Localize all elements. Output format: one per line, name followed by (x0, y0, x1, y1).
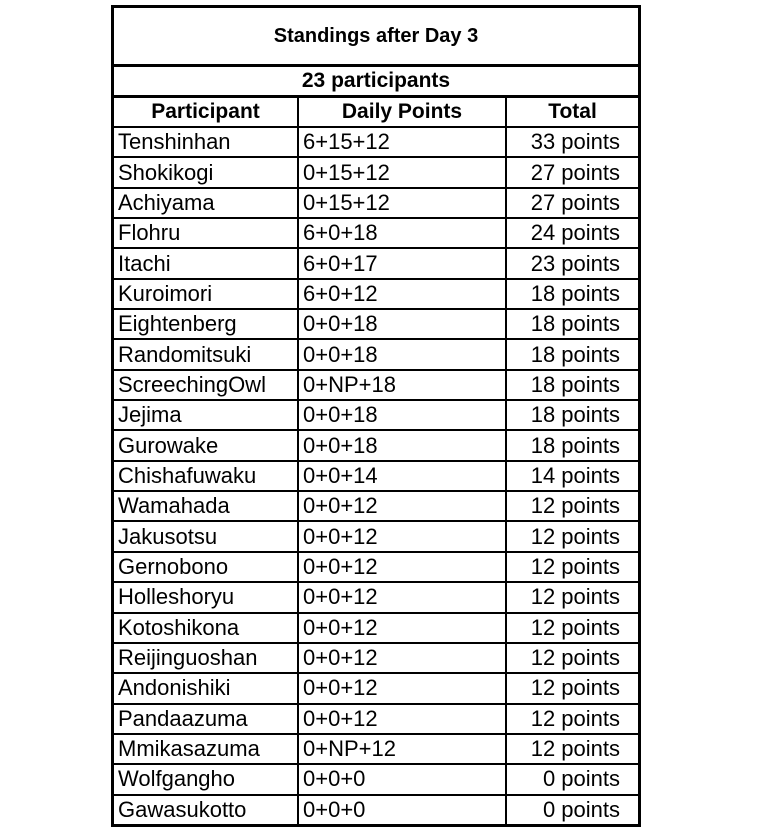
total-cell: 12 points (506, 704, 638, 734)
total-cell: 12 points (506, 552, 638, 582)
participant-cell: Randomitsuki (114, 339, 298, 369)
daily-points-cell: 0+0+12 (298, 613, 506, 643)
participant-cell: Itachi (114, 248, 298, 278)
table-row (114, 582, 638, 612)
participant-cell: Eightenberg (114, 309, 298, 339)
daily-points-cell: 0+0+18 (298, 430, 506, 460)
table-row (114, 795, 638, 824)
table-row (114, 673, 638, 703)
total-cell: 14 points (506, 461, 638, 491)
table-row (114, 157, 638, 187)
total-cell: 18 points (506, 309, 638, 339)
total-cell: 27 points (506, 188, 638, 218)
participant-cell: Kuroimori (114, 279, 298, 309)
participant-cell: Chishafuwaku (114, 461, 298, 491)
participant-cell: Flohru (114, 218, 298, 248)
daily-points-cell: 0+0+12 (298, 582, 506, 612)
column-header-participant: Participant (114, 98, 298, 127)
table-row (114, 309, 638, 339)
table-row (114, 370, 638, 400)
total-cell: 12 points (506, 582, 638, 612)
participant-cell: Tenshinhan (114, 127, 298, 157)
daily-points-cell: 6+0+17 (298, 248, 506, 278)
participant-cell: Holleshoryu (114, 582, 298, 612)
total-cell: 18 points (506, 370, 638, 400)
participant-cell: Wamahada (114, 491, 298, 521)
total-cell: 18 points (506, 400, 638, 430)
table-row (114, 704, 638, 734)
daily-points-cell: 0+0+0 (298, 795, 506, 824)
standings-sheet (111, 5, 641, 827)
daily-points-cell: 6+0+18 (298, 218, 506, 248)
table-row (114, 491, 638, 521)
participant-cell: Wolfgangho (114, 764, 298, 794)
table-row (114, 552, 638, 582)
participant-cell: ScreechingOwl (114, 370, 298, 400)
table-row (114, 430, 638, 460)
column-header-total: Total (506, 98, 638, 127)
participant-cell: Mmikasazuma (114, 734, 298, 764)
total-cell: 12 points (506, 734, 638, 764)
table-row (114, 339, 638, 369)
daily-points-cell: 0+0+18 (298, 400, 506, 430)
daily-points-cell: 6+15+12 (298, 127, 506, 157)
standings-table (114, 98, 638, 824)
total-cell: 18 points (506, 339, 638, 369)
daily-points-cell: 0+15+12 (298, 188, 506, 218)
participant-cell: Gernobono (114, 552, 298, 582)
daily-points-cell: 0+0+18 (298, 309, 506, 339)
table-row (114, 400, 638, 430)
total-cell: 12 points (506, 491, 638, 521)
table-row (114, 643, 638, 673)
participant-cell: Andonishiki (114, 673, 298, 703)
participant-cell: Pandaazuma (114, 704, 298, 734)
total-cell: 12 points (506, 643, 638, 673)
participant-cell: Achiyama (114, 188, 298, 218)
daily-points-cell: 0+0+12 (298, 521, 506, 551)
daily-points-cell: 0+0+12 (298, 704, 506, 734)
total-cell: 23 points (506, 248, 638, 278)
table-row (114, 521, 638, 551)
total-cell: 12 points (506, 613, 638, 643)
participant-cell: Shokikogi (114, 157, 298, 187)
daily-points-cell: 0+0+12 (298, 491, 506, 521)
total-cell: 33 points (506, 127, 638, 157)
daily-points-cell: 0+0+14 (298, 461, 506, 491)
table-row (114, 734, 638, 764)
daily-points-cell: 0+15+12 (298, 157, 506, 187)
total-cell: 12 points (506, 521, 638, 551)
table-row (114, 279, 638, 309)
daily-points-cell: 0+0+12 (298, 673, 506, 703)
total-cell: 0 points (506, 764, 638, 794)
total-cell: 18 points (506, 279, 638, 309)
daily-points-cell: 6+0+12 (298, 279, 506, 309)
header-row (114, 98, 638, 127)
column-header-daily-points: Daily Points (298, 98, 506, 127)
participant-cell: Jakusotsu (114, 521, 298, 551)
participant-cell: Gurowake (114, 430, 298, 460)
table-row (114, 127, 638, 157)
table-row (114, 764, 638, 794)
total-cell: 0 points (542, 796, 620, 822)
participant-cell: Jejima (114, 400, 298, 430)
total-cell: 18 points (506, 430, 638, 460)
daily-points-cell: 0+NP+18 (298, 370, 506, 400)
table-row (114, 188, 638, 218)
participant-cell: Gawasukotto (114, 795, 298, 824)
daily-points-cell: 0+NP+12 (298, 734, 506, 764)
total-cell: 27 points (506, 157, 638, 187)
table-row (114, 218, 638, 248)
daily-points-cell: 0+0+0 (298, 764, 506, 794)
table-row (114, 248, 638, 278)
daily-points-cell: 0+0+18 (298, 339, 506, 369)
total-cell: 24 points (506, 218, 638, 248)
participant-cell: Kotoshikona (114, 613, 298, 643)
daily-points-cell: 0+0+12 (298, 643, 506, 673)
daily-points-cell: 0+0+12 (298, 552, 506, 582)
sheet-title: Standings after Day 3 (114, 8, 638, 67)
participant-cell: Reijinguoshan (114, 643, 298, 673)
table-row (114, 461, 638, 491)
table-row (114, 613, 638, 643)
total-cell: 12 points (506, 673, 638, 703)
participant-count: 23 participants (114, 67, 638, 98)
